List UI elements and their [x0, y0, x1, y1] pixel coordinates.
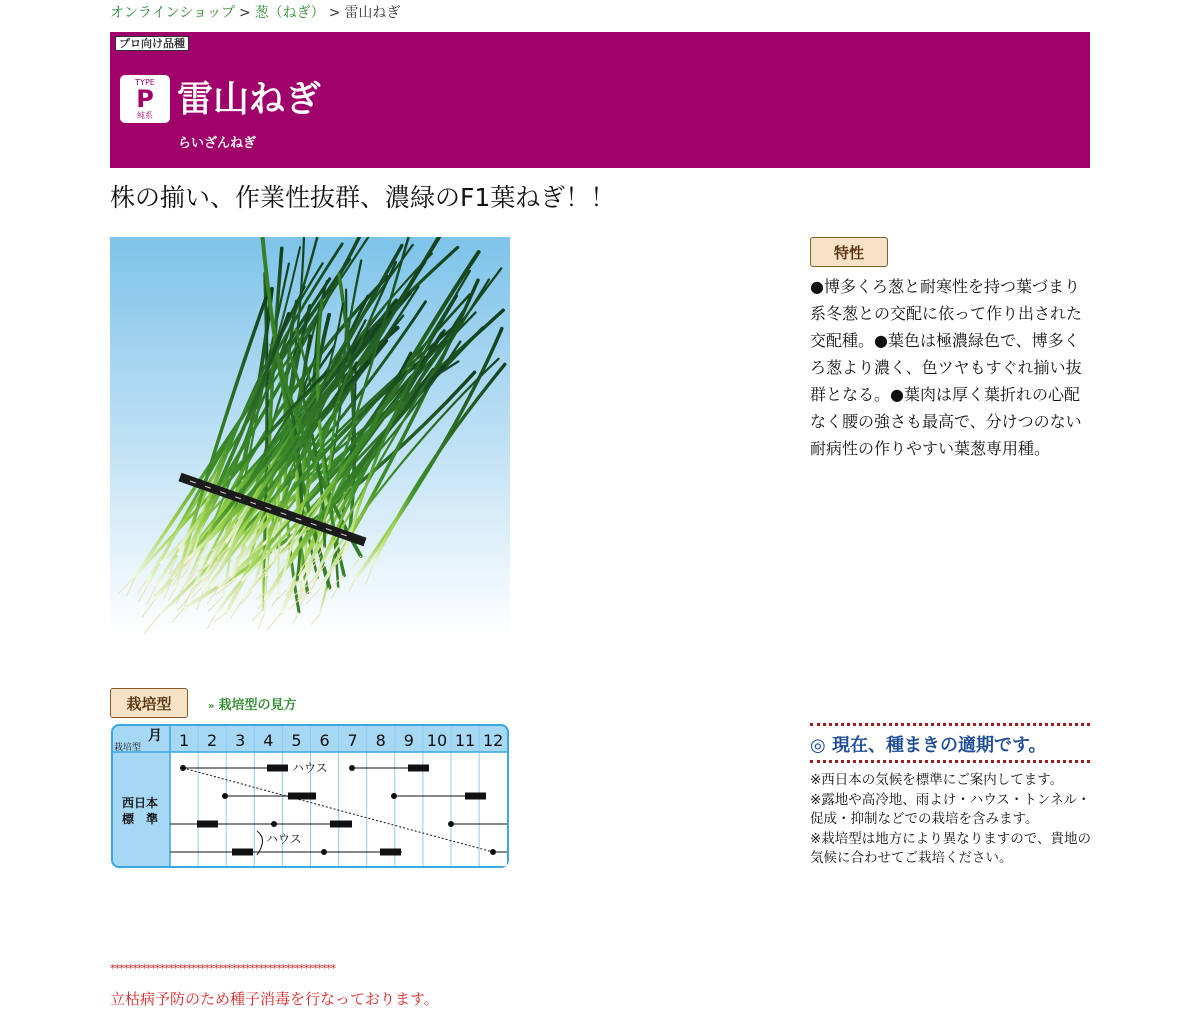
- calendar-month-5: 5: [291, 731, 302, 750]
- type-p-badge-icon: [120, 75, 170, 123]
- calendar-month-2: 2: [207, 731, 218, 750]
- product-headline: 株の揃い、作業性抜群、濃緑のF1葉ねぎ！！: [110, 183, 616, 212]
- breadcrumb-current: 雷山ねぎ: [344, 5, 401, 21]
- calendar-month-label: 月: [148, 728, 162, 744]
- calendar-month-9: 9: [403, 731, 414, 750]
- calendar-type-label: 栽培型: [114, 743, 142, 753]
- cultivation-guide-label: 栽培型の見方: [218, 698, 297, 713]
- features-label: 特性: [810, 237, 888, 267]
- calendar-region-line2: 標 準: [121, 812, 159, 826]
- notice-stars: **************************************************: [110, 962, 335, 975]
- notice-text: 立枯病予防のため種子消毒を行なっております。: [110, 990, 439, 1008]
- cultivation-label: 栽培型: [110, 688, 188, 718]
- calendar-region-line1: 西日本: [121, 796, 159, 810]
- calendar-month-10: 10: [426, 731, 448, 750]
- breadcrumb-separator: >: [238, 5, 251, 21]
- product-title: 雷山ねぎ: [177, 79, 322, 120]
- season-note: ※栽培型は地方により異なりますので、貴地の気候に合わせてご栽培ください。: [810, 830, 1092, 866]
- cultivation-calendar-svg: [110, 723, 510, 869]
- season-note: ※西日本の気候を標準にご案内してます。: [810, 772, 1064, 788]
- calendar-month-1: 1: [178, 731, 190, 750]
- calendar-house-label: ハウス: [266, 832, 302, 846]
- calendar-month-12: 12: [482, 731, 504, 750]
- calendar-month-4: 4: [263, 731, 274, 750]
- calendar-month-8: 8: [375, 731, 386, 750]
- green-onion-photo-svg: [110, 237, 510, 637]
- features-text: ●博多くろ葱と耐寒性を持つ葉づまり系冬葱との交配に依って作り出された交配種。●葉色は極濃緑色で、博多くろ葱より濃く、色ツヤもすぐれ揃い抜群となる。●葉肉は厚く葉折れの心配なく腰の強さも最高で、分けつのない耐病性の作りやすい葉葱専用種。: [810, 277, 1083, 458]
- pro-variety-tag: プロ向け品種: [115, 36, 189, 51]
- green-onion-bundle-photo: [110, 237, 510, 637]
- breadcrumb: [110, 2, 400, 22]
- season-notes: [810, 771, 1100, 869]
- calendar-month-11: 11: [454, 731, 476, 750]
- double-chevron-right-icon: »: [208, 701, 215, 712]
- type-badge-bottom: 純系: [137, 111, 153, 120]
- season-title: ◎ 現在、種まきの適期です。: [810, 735, 1047, 756]
- cultivation-guide-link[interactable]: [208, 694, 296, 713]
- calendar-month-3: 3: [235, 731, 246, 750]
- breadcrumb-category-link[interactable]: 葱（ねぎ）: [254, 5, 325, 21]
- calendar-month-6: 6: [319, 731, 330, 750]
- type-badge-letter: P: [136, 85, 154, 113]
- type-badge-top: TYPE: [135, 78, 155, 87]
- season-note: ※露地や高冷地、雨よけ・ハウス・トンネル・促成・抑制などでの栽培を含みます。: [810, 791, 1091, 827]
- season-box: [810, 723, 1090, 763]
- calendar-month-7: 7: [347, 731, 358, 750]
- dotted-divider: [810, 760, 1090, 763]
- product-reading: らいざんねぎ: [178, 136, 257, 151]
- calendar-house-label: ハウス: [292, 761, 328, 775]
- breadcrumb-home-link[interactable]: オンラインショップ: [110, 5, 235, 21]
- breadcrumb-separator: >: [328, 5, 341, 21]
- cultivation-calendar: [110, 723, 510, 869]
- product-banner: [110, 32, 1090, 168]
